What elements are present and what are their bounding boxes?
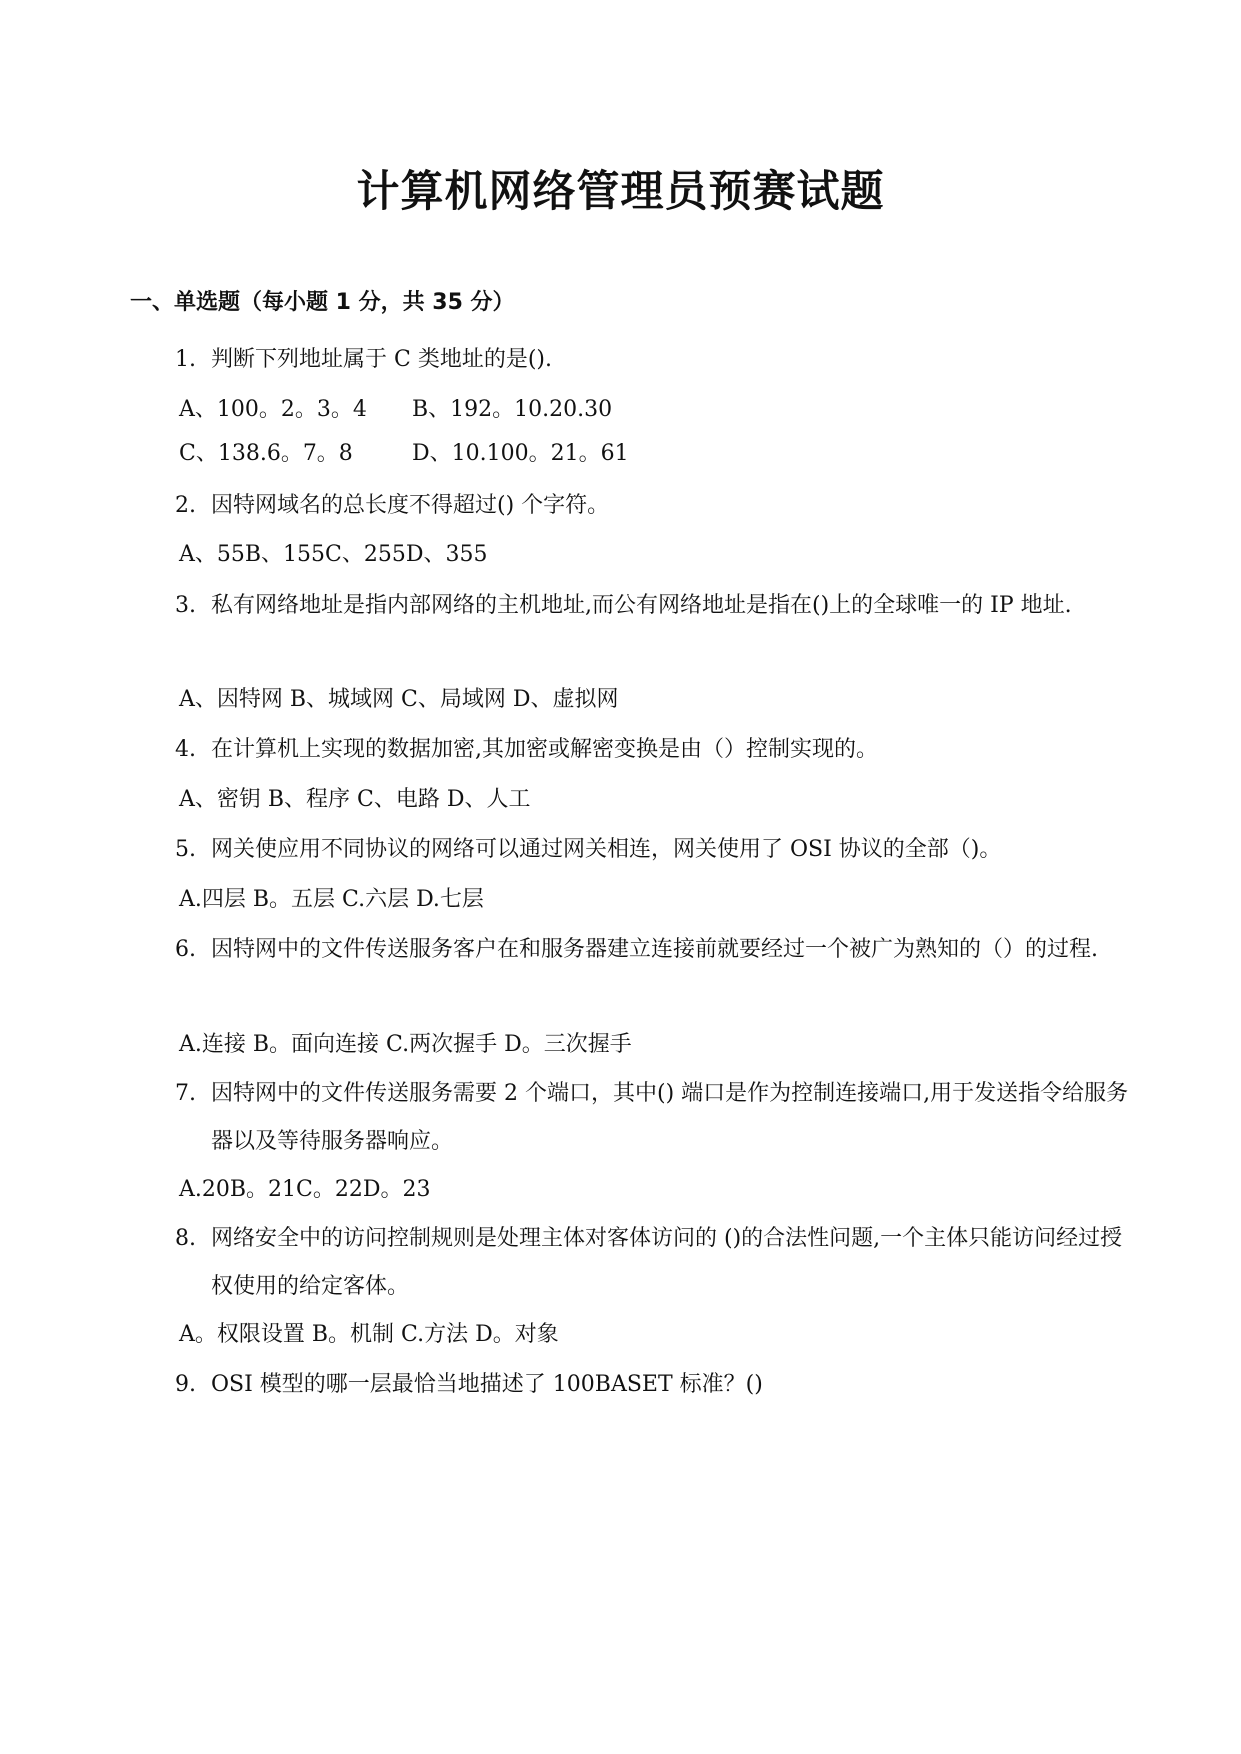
- question-9: [175, 1361, 1143, 1409]
- options-line: A。权限设置 B。机制 C.方法 D。对象: [179, 1322, 559, 1347]
- options-line: A.连接 B。面向连接 C.两次握手 D。三次握手: [179, 1032, 632, 1057]
- options-line: A、55B、155C、255D、355: [179, 542, 488, 567]
- question-7: [175, 1070, 1143, 1166]
- options-line: A.四层 B。五层 C.六层 D.七层: [179, 887, 484, 912]
- question-number: 2.: [175, 493, 196, 518]
- option-c: C、138.6。7。8: [179, 441, 353, 466]
- question-number: 4.: [175, 737, 196, 762]
- option-d: D、10.100。21。61: [412, 441, 629, 466]
- question-8: [175, 1215, 1143, 1311]
- question-text: 因特网中的文件传送服务需要 2 个端口，其中() 端口是作为控制连接端口,用于发送指令给服务器以及等待服务器响应。: [211, 1081, 1129, 1154]
- question-number: 6.: [175, 937, 196, 962]
- question-6: [175, 926, 1143, 974]
- question-1: [175, 336, 1143, 384]
- question-5: [175, 826, 1143, 874]
- question-text: 在计算机上实现的数据加密,其加密或解密变换是由（）控制实现的。: [211, 737, 878, 762]
- option-a: A、100。2。3。4: [179, 397, 367, 422]
- question-3: [175, 582, 1143, 630]
- question-text: 私有网络地址是指内部网络的主机地址,而公有网络地址是指在()上的全球唯一的 IP 地址.: [211, 593, 1072, 618]
- question-number: 8.: [175, 1226, 196, 1251]
- options-line: A、因特网 B、城域网 C、局域网 D、虚拟网: [179, 687, 619, 712]
- section-heading: 一、单选题（每小题 1 分，共 35 分）: [130, 290, 515, 315]
- question-number: 9.: [175, 1372, 196, 1397]
- question-2: [175, 482, 1143, 530]
- question-number: 1.: [175, 347, 196, 372]
- question-text: 判断下列地址属于 C 类地址的是().: [211, 347, 552, 372]
- page-title: 计算机网络管理员预赛试题: [356, 167, 885, 217]
- question-text: 因特网中的文件传送服务客户在和服务器建立连接前就要经过一个被广为熟知的（）的过程.: [211, 937, 1098, 962]
- question-text: 网络安全中的访问控制规则是处理主体对客体访问的 ()的合法性问题,一个主体只能访问经过授权使用的给定客体。: [211, 1226, 1123, 1299]
- question-number: 3.: [175, 593, 196, 618]
- question-text: OSI 模型的哪一层最恰当地描述了 100BASET 标准？(): [211, 1372, 763, 1397]
- question-number: 5.: [175, 837, 196, 862]
- option-b: B、192。10.20.30: [412, 397, 613, 422]
- question-number: 7.: [175, 1081, 196, 1106]
- options-line: A.20B。21C。22D。23: [179, 1177, 431, 1202]
- question-4: [175, 726, 1143, 774]
- question-text: 网关使应用不同协议的网络可以通过网关相连，网关使用了 OSI 协议的全部（)。: [211, 837, 1002, 862]
- options-line: A、密钥 B、程序 C、电路 D、人工: [179, 787, 531, 812]
- question-text: 因特网域名的总长度不得超过() 个字符。: [211, 493, 610, 518]
